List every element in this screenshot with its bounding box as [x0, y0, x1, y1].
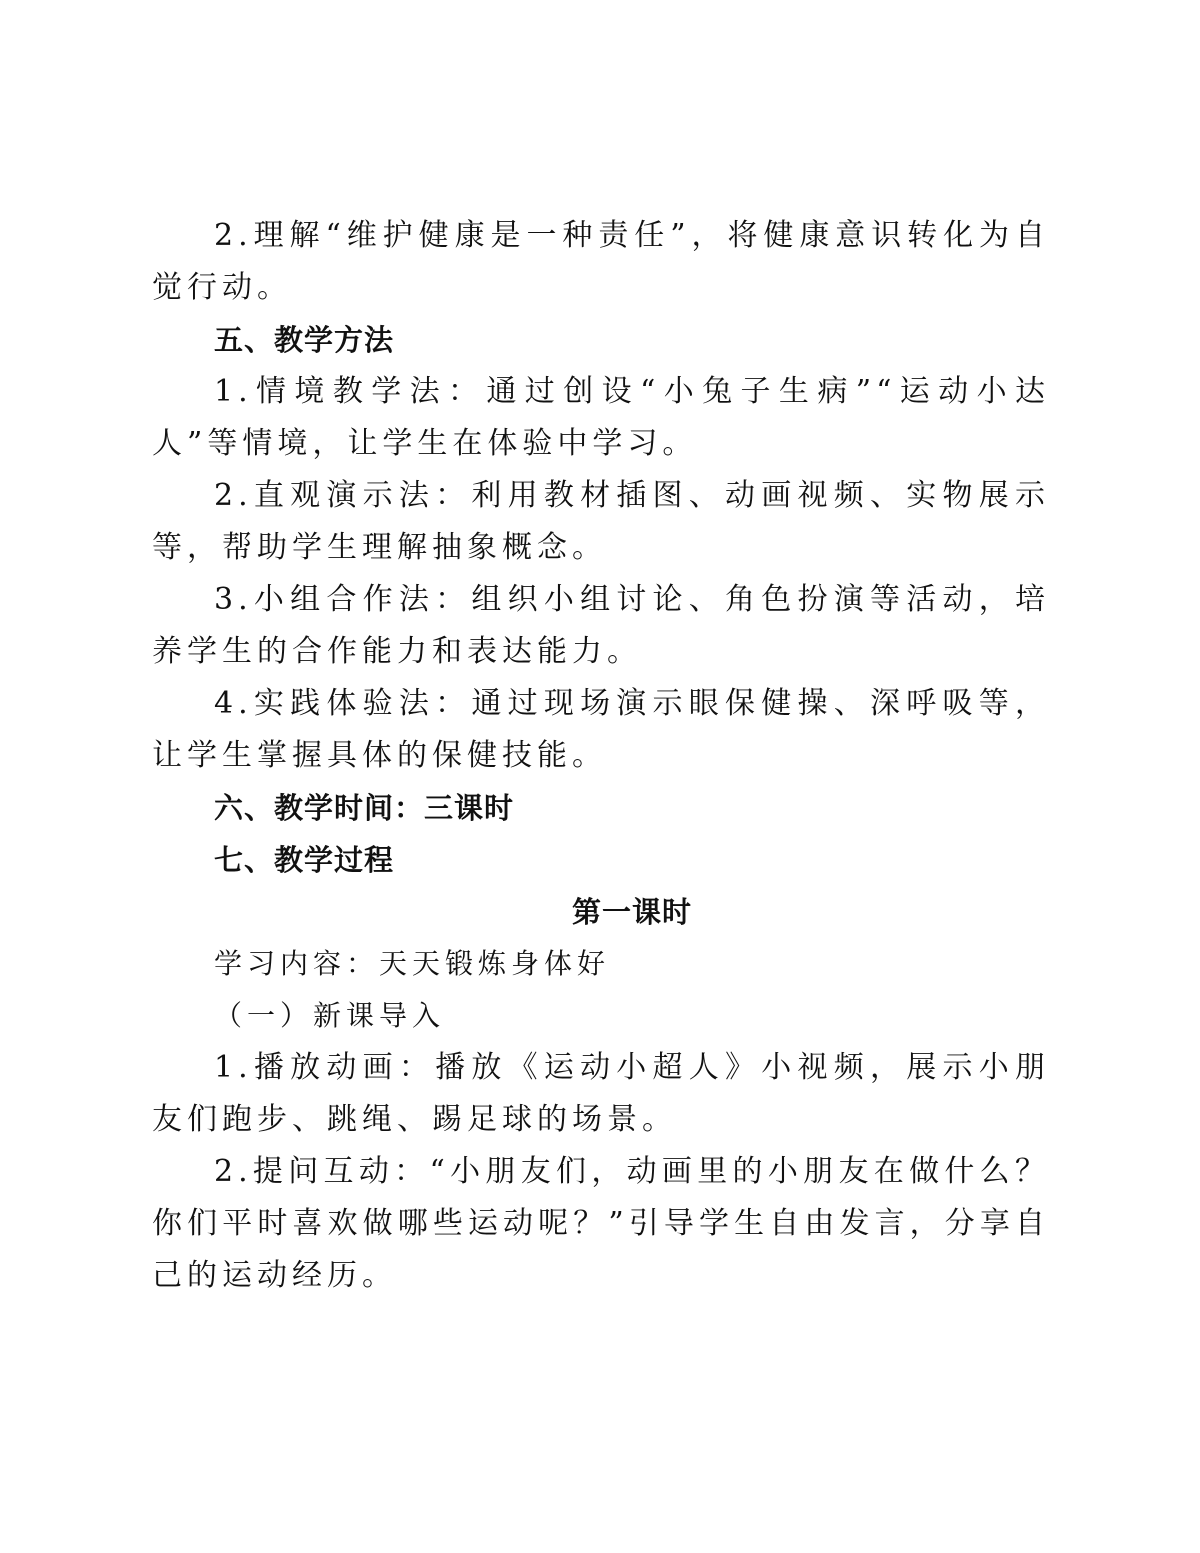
method-item-4: 4.实践体验法：通过现场演示眼保健操、深呼吸等，让学生掌握具体的保健技能。	[152, 686, 1050, 773]
lesson-title: 第一课时	[571, 895, 692, 929]
method-item-1: 1.情境教学法：通过创设“小兔子生病”“运动小达人”等情境，让学生在体验中学习。	[152, 374, 1050, 461]
intro-item-2: 2.提问互动：“小朋友们，动画里的小朋友在做什么？你们平时喜欢做哪些运动呢？”引导学生自由发言，分享自己的运动经历。	[152, 1154, 1050, 1293]
document-page	[152, 210, 1050, 1302]
method-item-3: 3.小组合作法：组织小组讨论、角色扮演等活动，培养学生的合作能力和表达能力。	[152, 582, 1050, 669]
method-item-2: 2.直观演示法：利用教材插图、动画视频、实物展示等，帮助学生理解抽象概念。	[152, 478, 1050, 565]
heading-teaching-time: 六、教学时间：三课时	[214, 791, 515, 825]
learning-content: 学习内容：天天锻炼身体好	[214, 947, 611, 980]
paragraph-goal-2: 2.理解“维护健康是一种责任”，将健康意识转化为自觉行动。	[152, 218, 1050, 305]
heading-teaching-methods: 五、教学方法	[214, 323, 395, 357]
subheading-intro: （一）新课导入	[214, 999, 446, 1032]
intro-item-1: 1.播放动画：播放《运动小超人》小视频，展示小朋友们跑步、跳绳、踢足球的场景。	[152, 1050, 1050, 1137]
heading-teaching-process: 七、教学过程	[214, 843, 395, 877]
